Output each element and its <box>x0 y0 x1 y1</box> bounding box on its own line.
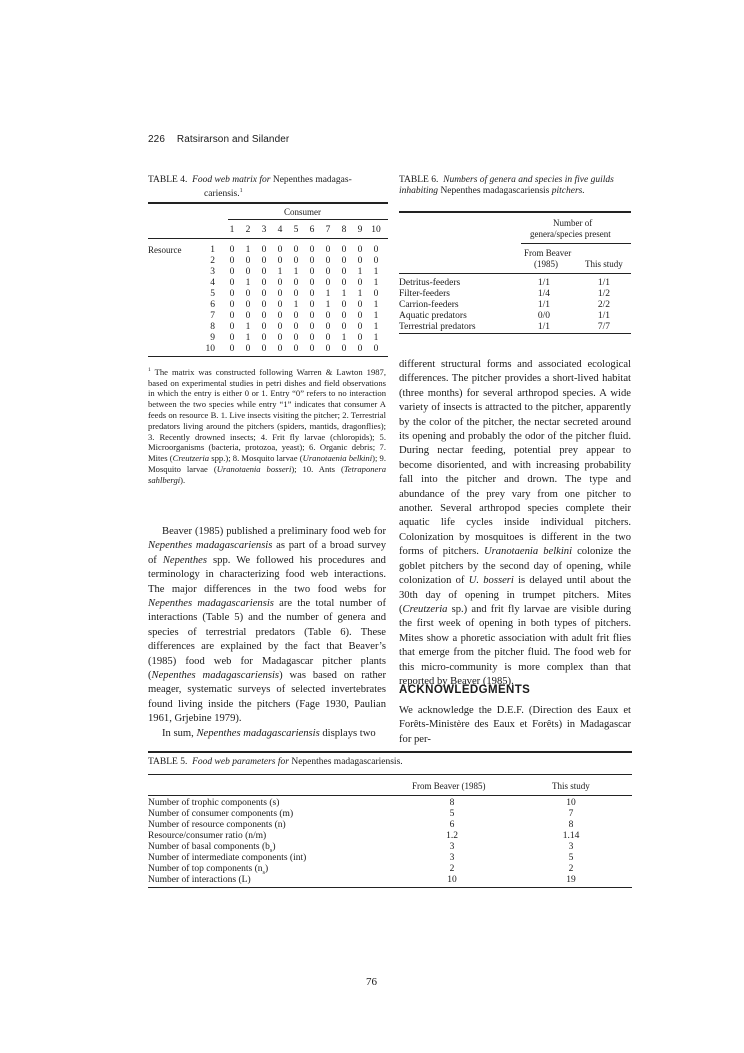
table4-cell: 0 <box>357 256 363 266</box>
table4-cell: 1 <box>341 333 347 343</box>
table5-header-rule <box>148 795 632 796</box>
table4-cell: 0 <box>261 289 267 299</box>
table4-cell: 0 <box>293 322 299 332</box>
table4-title: Food web matrix for <box>192 175 271 185</box>
table4-cell: 0 <box>245 311 251 321</box>
table5-row <box>0 864 744 875</box>
table4-cell: 0 <box>341 267 347 277</box>
table4-consumer-label: Consumer <box>284 207 321 217</box>
table5-row-label: Number of intermediate components (int) <box>148 853 307 863</box>
table4-cell: 1 <box>325 300 331 310</box>
species-name: Creutzeria <box>402 603 448 615</box>
table4-cell: 0 <box>357 300 363 310</box>
table5-row-label: Number of consumer components (m) <box>148 809 294 819</box>
table5-row <box>0 831 744 842</box>
table4-cell: 0 <box>293 245 299 255</box>
table4-cell: 1 <box>373 278 379 288</box>
table5-row <box>0 820 744 831</box>
table4-cell: 1 <box>245 278 251 288</box>
table4-cell: 1 <box>357 267 363 277</box>
table4-column-6: 6 <box>309 225 315 235</box>
table6-header-rule <box>399 273 631 274</box>
table6-col2-header: This study <box>585 259 623 269</box>
table4-cell: 0 <box>245 300 251 310</box>
table5-title: Food web parameters for <box>192 757 289 767</box>
table4-cell: 0 <box>325 267 331 277</box>
table4-cell: 0 <box>277 333 283 343</box>
table4-cell: 1 <box>325 289 331 299</box>
table4-cell: 0 <box>341 245 347 255</box>
table6-label: TABLE 6. <box>399 175 439 185</box>
table4-cell: 0 <box>309 333 315 343</box>
table5-cell-this-study: 2 <box>568 864 574 874</box>
table4-cell: 0 <box>261 300 267 310</box>
table4-cell: 0 <box>373 245 379 255</box>
table4-row <box>0 267 744 278</box>
table5-row <box>0 875 744 886</box>
table4-cell: 0 <box>229 322 235 332</box>
table4-column-8: 8 <box>341 225 347 235</box>
species-name: U. bosseri <box>468 575 514 587</box>
table6-row <box>0 322 744 333</box>
text-run: sp.) and frit fly larvae are visible during the first week of opening in both types of pitchers. Mites show a phoretic association with adult frit flies that emerge from the pitcher fluid. The food web for this micro-community is more complex than that reported by Beaver (1985). <box>399 603 631 687</box>
table5-cell-beaver: 10 <box>447 875 457 885</box>
table4-cell: 0 <box>277 278 283 288</box>
table5-row-label: Number of interactions (L) <box>148 875 251 885</box>
table4-cell: 0 <box>245 256 251 266</box>
table5-cell-this-study: 5 <box>568 853 574 863</box>
table4-cell: 0 <box>325 256 331 266</box>
table4-cell: 1 <box>373 267 379 277</box>
table4-cell: 1 <box>357 289 363 299</box>
footnote-text-d: ); 10. Ants ( <box>291 464 344 475</box>
footnote-mosquito2: Uranotaenia bosseri <box>216 464 292 475</box>
table4-cell: 0 <box>261 245 267 255</box>
table4-cell: 0 <box>325 311 331 321</box>
table4-cell: 0 <box>309 300 315 310</box>
table5-cell-beaver: 2 <box>449 864 455 874</box>
table4-column-10: 10 <box>371 225 381 235</box>
table4-row-id: 10 <box>205 344 215 354</box>
table4-cell: 0 <box>309 256 315 266</box>
running-header <box>148 134 289 145</box>
table4-species-cont: cariensis. <box>204 189 240 200</box>
table4-cell: 0 <box>357 333 363 343</box>
table4-caption <box>148 175 393 186</box>
table4-row-id: 4 <box>210 278 215 288</box>
table4-cell: 0 <box>229 300 235 310</box>
table5-row <box>0 853 744 864</box>
table6-title: Numbers of genera and species in five guilds inhabiting <box>399 175 614 196</box>
table4-cell: 0 <box>261 344 267 354</box>
table4-resource-label: Resource <box>148 245 182 255</box>
table5-cell-this-study: 10 <box>566 798 576 808</box>
table4-cell: 1 <box>373 322 379 332</box>
table4-row-id: 5 <box>210 289 215 299</box>
table4-footnote <box>148 365 386 486</box>
table6-row <box>0 278 744 289</box>
table6-row <box>0 289 744 300</box>
text-run: colonize the goblet pitchers by the second day of opening, while colonization of <box>399 546 632 587</box>
table4-cell: 0 <box>229 256 235 266</box>
table4-cell: 1 <box>341 289 347 299</box>
table4-cell: 0 <box>341 278 347 288</box>
table6-cell-this-study: 1/1 <box>597 311 611 321</box>
species-name: Nepenthes madagascariensis <box>196 727 320 739</box>
table4-row-id: 1 <box>210 245 215 255</box>
table4-caption-line2 <box>204 186 243 200</box>
table4-cell: 0 <box>357 344 363 354</box>
table6-row-label: Detritus-feeders <box>399 278 461 288</box>
table4-consumer-rule <box>228 219 388 220</box>
table4-cell: 0 <box>277 256 283 266</box>
table4-cell: 0 <box>229 344 235 354</box>
table4-cell: 0 <box>341 256 347 266</box>
acknowledgments-paragraph: We acknowledge the D.E.F. (Direction des Eaux et Forêts-Ministère des Eaux et Forêts) in Madagascar for per- <box>399 705 631 745</box>
table6-row <box>0 311 744 322</box>
table5-cell-this-study: 19 <box>566 875 576 885</box>
table4-cell: 0 <box>309 311 315 321</box>
table6-cell-this-study: 2/2 <box>597 300 611 310</box>
text-run: spp. We followed his procedures and terminology in characterizing food web interactions. The major differences in the two food webs for <box>148 554 386 595</box>
table6-cell-beaver: 0/0 <box>537 311 551 321</box>
table4-cell: 0 <box>309 322 315 332</box>
table5-bottom-rule <box>148 887 632 888</box>
table4-cell: 0 <box>293 311 299 321</box>
table6-cell-this-study: 7/7 <box>597 322 611 332</box>
species-name: Nepenthes madagascariensis <box>148 540 273 552</box>
table4-cell: 0 <box>373 344 379 354</box>
table4-cell: 0 <box>309 278 315 288</box>
right-column-text <box>399 358 631 689</box>
table5-caption-rule <box>148 774 632 775</box>
table5-cell-beaver: 1.2 <box>446 831 458 841</box>
table4-cell: 0 <box>229 311 235 321</box>
table5-row-label: Number of resource components (n) <box>148 820 286 830</box>
table5-cell-this-study: 7 <box>568 809 574 819</box>
table4-cell: 0 <box>373 256 379 266</box>
left-column-text <box>148 525 386 741</box>
table5-label: TABLE 5. <box>148 757 188 767</box>
table6-row-label: Aquatic predators <box>399 311 467 321</box>
table5-species: Nepenthes madagascariensis. <box>291 757 403 767</box>
table4-species: Nepenthes madagas- <box>272 175 352 185</box>
species-name: Nepenthes madagascariensis <box>151 670 280 682</box>
table5-top-rule <box>148 751 632 753</box>
table4-row-id: 6 <box>210 300 215 310</box>
table4-cell: 1 <box>373 333 379 343</box>
table4-cell: 0 <box>229 278 235 288</box>
table6-group-header: Number of <box>553 218 593 228</box>
table4-header-rule <box>148 238 388 239</box>
table4-top-rule <box>148 202 388 204</box>
table4-cell: 1 <box>277 267 283 277</box>
table4-cell: 0 <box>277 300 283 310</box>
text-run: Beaver (1985) published a preliminary food web for <box>162 526 386 537</box>
table5-row <box>0 809 744 820</box>
table6-cell-beaver: 1/1 <box>537 278 551 288</box>
table5-row <box>0 798 744 809</box>
table4-row-id: 3 <box>210 267 215 277</box>
table4-cell: 1 <box>245 322 251 332</box>
table6-caption <box>399 175 631 197</box>
table4-cell: 0 <box>277 344 283 354</box>
table4-cell: 0 <box>261 278 267 288</box>
table4-cell: 1 <box>245 245 251 255</box>
table4-cell: 0 <box>325 344 331 354</box>
table6-cell-this-study: 1/1 <box>597 278 611 288</box>
table4-row <box>0 245 744 256</box>
table4-footmark: 1 <box>239 188 243 194</box>
acknowledgments-text <box>399 704 631 747</box>
table4-row-id: 8 <box>210 322 215 332</box>
table6-cell-beaver: 1/1 <box>537 300 551 310</box>
table4-cell: 0 <box>229 267 235 277</box>
table6-row <box>0 300 744 311</box>
table4-cell: 0 <box>261 311 267 321</box>
table5-col2-header: This study <box>552 781 590 791</box>
table4-cell: 0 <box>325 322 331 332</box>
table5-cell-this-study: 8 <box>568 820 574 830</box>
table4-column-5: 5 <box>293 225 299 235</box>
table6-title-end: pitchers. <box>551 186 585 196</box>
table4-cell: 0 <box>293 256 299 266</box>
table4-cell: 0 <box>357 245 363 255</box>
table4-row <box>0 333 744 344</box>
table6-species: Nepenthes madagascariensis <box>440 186 550 196</box>
table4-cell: 0 <box>341 311 347 321</box>
text-run: In sum, <box>162 727 197 739</box>
table4-cell: 0 <box>325 278 331 288</box>
table4-cell: 0 <box>309 344 315 354</box>
table4-cell: 1 <box>373 300 379 310</box>
table6-cell-beaver: 1/4 <box>537 289 551 299</box>
footnote-mites: Creutzeria <box>172 453 210 464</box>
table6-top-rule <box>399 211 631 213</box>
table5-cell-beaver: 3 <box>449 842 455 852</box>
table4-cell: 0 <box>309 267 315 277</box>
footnote-text: The matrix was constructed following Warren & Lawton 1987, based on experimental studies in petri dishes and field observations in which the entry is either 0 or 1. Entry “0” refers to no interaction between the two species while entry “1” indicates that consumer A feeds on resource B. 1. Live insects visiting the pitcher; 2. Terrestrial predators living around the pitchers (spiders, mantids, dragonflies); 3. Recently drowned insects; 4. Frit fly larvae (chloropids); 5. Microorganisms (bacteria, protozoa, yeast); 6. Organic debris; 7. Mites ( <box>148 366 386 464</box>
acknowledgments-heading: ACKNOWLEDGMENTS <box>399 684 531 696</box>
species-name: Nepenthes madagascariensis <box>148 598 274 610</box>
table4-cell: 0 <box>229 245 235 255</box>
table4-cell: 0 <box>261 322 267 332</box>
table6-col1-year: (1985) <box>534 259 558 269</box>
table4-row <box>0 344 744 355</box>
text-run: ) was based on rather meager, systematic surveys of selected invertebrates found living inside the pitchers (Fage 1930, Paulian 1961, Grjebine 1979). <box>148 670 386 725</box>
table6-group-header2: genera/species present <box>530 229 611 239</box>
table4-cell: 0 <box>309 289 315 299</box>
table5-col1-header: From Beaver (1985) <box>412 781 486 791</box>
table4-bottom-rule <box>148 356 388 357</box>
table4-cell: 0 <box>245 289 251 299</box>
table4-column-1: 1 <box>229 225 235 235</box>
text-run: displays two <box>319 727 376 739</box>
footnote-mosquito1: Uranotaenia belkini <box>302 453 373 464</box>
table4-cell: 0 <box>245 344 251 354</box>
table5-cell-beaver: 6 <box>449 820 455 830</box>
table4-column-7: 7 <box>325 225 331 235</box>
text-run: is delayed until about the 30th day of opening in trumpet pitchers. Mites ( <box>399 575 631 615</box>
table5-row <box>0 842 744 853</box>
species-name: Nepenthes <box>162 554 207 566</box>
table4-cell: 0 <box>277 322 283 332</box>
table4-cell: 0 <box>277 311 283 321</box>
table4-cell: 0 <box>341 322 347 332</box>
table4-cell: 0 <box>245 267 251 277</box>
table4-cell: 0 <box>229 289 235 299</box>
paragraph-in-sum <box>148 727 386 741</box>
table4-cell: 0 <box>357 278 363 288</box>
table4-cell: 0 <box>277 289 283 299</box>
table4-row <box>0 256 744 267</box>
table4-cell: 0 <box>293 333 299 343</box>
table6-row-label: Carrion-feeders <box>399 300 459 310</box>
table4-cell: 0 <box>341 344 347 354</box>
table4-cell: 1 <box>245 333 251 343</box>
table5-row-label: Number of trophic components (s) <box>148 798 280 808</box>
table4-cell: 0 <box>325 245 331 255</box>
table4-cell: 1 <box>293 300 299 310</box>
table5-cell-beaver: 5 <box>449 809 455 819</box>
table4-label: TABLE 4. <box>148 175 188 185</box>
table4-cell: 0 <box>261 267 267 277</box>
table5-caption <box>148 757 632 768</box>
text-run: as part of a broad survey of <box>148 540 387 566</box>
table6-row-label: Filter-feeders <box>399 289 450 299</box>
page-number: 76 <box>366 976 377 988</box>
table5-cell-beaver: 8 <box>449 798 455 808</box>
table5-row-label: Number of top components $(n_s)$ <box>148 864 269 876</box>
table4-column-3: 3 <box>261 225 267 235</box>
table5-cell-this-study: 1.14 <box>562 831 580 841</box>
table5-row-label: Resource/consumer ratio (n/m) <box>148 831 267 841</box>
paragraph-structural-forms <box>399 358 631 689</box>
table6-row-label: Terrestrial predators <box>399 322 476 332</box>
table4-cell: 0 <box>309 245 315 255</box>
table4-cell: 0 <box>357 311 363 321</box>
table6-bottom-rule <box>399 333 631 334</box>
table5-cell-beaver: 3 <box>449 853 455 863</box>
table4-column-4: 4 <box>277 225 283 235</box>
table4-cell: 0 <box>357 322 363 332</box>
table4-cell: 0 <box>229 333 235 343</box>
table5-cell-this-study: 3 <box>568 842 574 852</box>
table4-column-9: 9 <box>357 225 363 235</box>
running-authors: Ratsirarson and Silander <box>176 134 290 145</box>
table4-cell: 0 <box>293 344 299 354</box>
table4-cell: 0 <box>341 300 347 310</box>
text-run: different structural forms and associated ecological differences. The pitcher provides a short-lived habitat (three months) for several arthropod species. A wide variety of insects is attracted to the pitcher, apparently by the color of the pitcher, the nectar secreted around its opening and probably the odor of the pitcher fluid. During nectar feeding, potential prey appear to become disoriented, and with increasing probability fall into the pitcher and drown. The type and abundance of the prey vary from one pitcher to another. Several arthropod species complete their aquatic life cycles inside individual pitchers. Colonization by mosquitoes is different in the two forms of pitchers. <box>399 359 631 558</box>
table4-cell: 0 <box>261 333 267 343</box>
footnote-text-b: spp.); 8. Mosquito larvae ( <box>209 453 303 464</box>
table6-cell-beaver: 1/1 <box>537 322 551 332</box>
table4-cell: 0 <box>277 245 283 255</box>
footnote-text-e: ). <box>180 474 186 485</box>
table6-col1-header: From Beaver <box>524 248 572 258</box>
table4-cell: 0 <box>325 333 331 343</box>
table6-cell-this-study: 1/2 <box>597 289 611 299</box>
table4-cell: 0 <box>293 289 299 299</box>
paragraph-beaver <box>148 525 386 727</box>
table5-row-label: Number of basal components $(b_s)$ <box>148 842 276 854</box>
table4-row-id: 7 <box>210 311 215 321</box>
table6-group-rule <box>521 243 631 244</box>
footnote-ants: Tetraponera sahlbergi <box>148 464 386 485</box>
table4-column-header <box>0 225 744 237</box>
table4-cell: 1 <box>373 311 379 321</box>
footnote-text-c: ); 9. Mosquito larvae ( <box>148 453 386 475</box>
table4-row-id: 9 <box>210 333 215 343</box>
footnote-mark: 1 <box>148 367 151 373</box>
table4-row-id: 2 <box>210 256 215 266</box>
table4-cell: 1 <box>293 267 299 277</box>
table4-cell: 0 <box>373 289 379 299</box>
text-run: are the total number of interactions (Table 5) and the number of genera and species of terrestrial predators (Table 6). These differences are explained by the fact that Beaver’s (1985) food web for Madagascar pitcher plants ( <box>148 598 386 682</box>
table4-cell: 0 <box>293 278 299 288</box>
table4-cell: 0 <box>261 256 267 266</box>
species-name: Uranotaenia belkini <box>483 546 573 558</box>
table4-column-2: 2 <box>245 225 251 235</box>
journal-page-number: 226 <box>148 134 165 145</box>
